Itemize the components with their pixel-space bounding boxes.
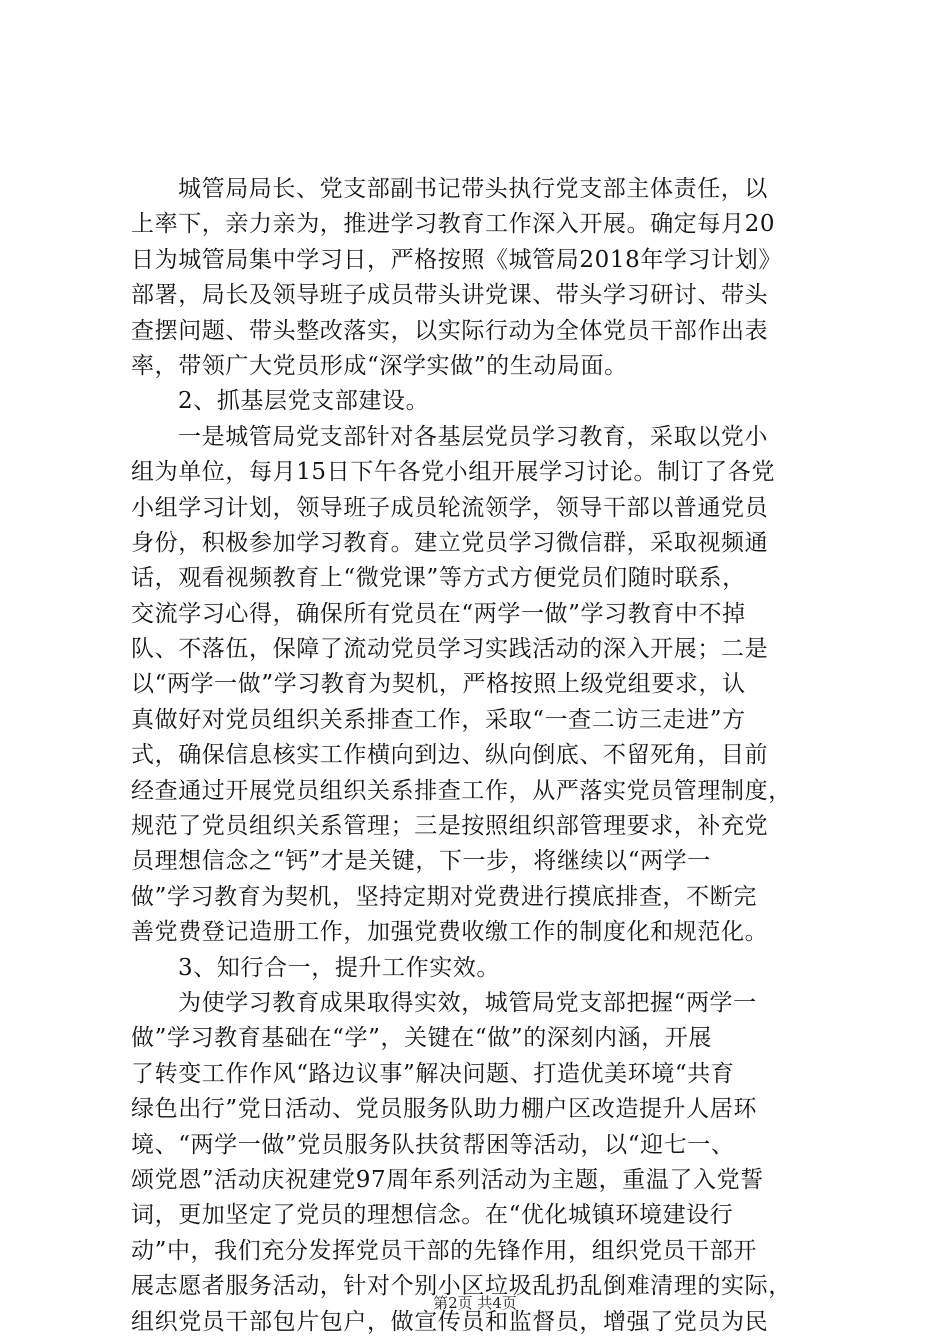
text-line: 为使学习教育成果取得实效，城管局党支部把握“两学一: [178, 989, 757, 1016]
text-line: 境、“两学一做”党员服务队扶贫帮困等活动，以“迎七一、: [131, 1131, 735, 1158]
text-line: 队、不落伍，保障了流动党员学习实践活动的深入开展；二是: [131, 636, 769, 663]
text-line: 颂党恩”活动庆祝建党97周年系列活动为主题，重温了入党誓: [131, 1166, 764, 1193]
text-line: 查摆问题、带头整改落实，以实际行动为全体党员干部作出表: [131, 317, 769, 344]
text-line: 善党费登记造册工作，加强党费收缴工作的制度化和规范化。: [131, 919, 769, 946]
text-line: 上率下，亲力亲为，推进学习教育工作深入开展。确定每月20: [131, 211, 776, 238]
text-line: 式，确保信息核实工作横向到边、纵向倒底、不留死角，目前: [131, 742, 769, 769]
text-line: 组为单位，每月15日下午各党小组开展学习讨论。制订了各党: [131, 459, 776, 486]
text-line: 做”学习教育基础在“学”，关键在“做”的深刻内涵，开展: [131, 1025, 712, 1052]
page-footer: [0, 1292, 950, 1313]
text-line: 部署，局长及领导班子成员带头讲党课、带头学习研讨、带头: [131, 282, 769, 309]
text-line: 经查通过开展党员组织关系排查工作，从严落实党员管理制度，: [131, 777, 792, 804]
text-line: 规范了党员组织关系管理；三是按照组织部管理要求，补充党: [131, 813, 769, 840]
text-line: 小组学习计划，领导班子成员轮流领学，领导干部以普通党员: [131, 494, 769, 521]
text-line: 率，带领广大党员形成“深学实做”的生动局面。: [131, 352, 628, 379]
text-line: 城管局局长、党支部副书记带头执行党支部主体责任，以: [178, 176, 768, 202]
text-line: 身份，积极参加学习教育。建立党员学习微信群，采取视频通: [131, 529, 769, 556]
document-body: [131, 172, 831, 1340]
text-line: 动”中，我们充分发挥党员干部的先锋作用，组织党员干部开: [131, 1237, 757, 1264]
section-heading: 2、抓基层党支部建设。: [178, 388, 430, 415]
text-line: 交流学习心得，确保所有党员在“两学一做”学习教育中不掉: [131, 600, 746, 627]
text-line: 展志愿者服务活动，针对个别小区垃圾乱扔乱倒难清理的实际，: [131, 1273, 792, 1300]
text-line: 组织党员干部包片包户，做宣传员和监督员，增强了党员为民: [131, 1308, 769, 1335]
text-line: 了转变工作作风“路边议事”解决问题、打造优美环境“共育: [131, 1060, 735, 1087]
text-line: 做”学习教育为契机，坚持定期对党费进行摸底排查，不断完: [131, 883, 757, 910]
text-line: 词，更加坚定了党员的理想信念。在“优化城镇环境建设行: [131, 1202, 734, 1229]
text-line: 日为城管局集中学习日，严格按照《城管局2018年学习计划》: [131, 246, 782, 273]
page-number-label: 第2页 共4页: [433, 1294, 517, 1312]
text-line: 绿色出行”党日活动、党员服务队助力棚户区改造提升人居环: [131, 1096, 757, 1123]
text-line: 以“两学一做”学习教育为契机，严格按照上级党组要求，认: [131, 671, 746, 698]
section-heading: 3、知行合一，提升工作实效。: [178, 954, 501, 981]
text-line: 员理想信念之“钙”才是关键，下一步，将继续以“两学一: [131, 848, 711, 875]
text-line: 真做好对党员组织关系排查工作，采取“一查二访三走进”方: [131, 706, 746, 733]
text-line: 话，观看视频教育上“微党课”等方式方便党员们随时联系，: [131, 565, 746, 592]
text-line: 一是城管局党支部针对各基层党员学习教育，采取以党小: [178, 423, 768, 450]
